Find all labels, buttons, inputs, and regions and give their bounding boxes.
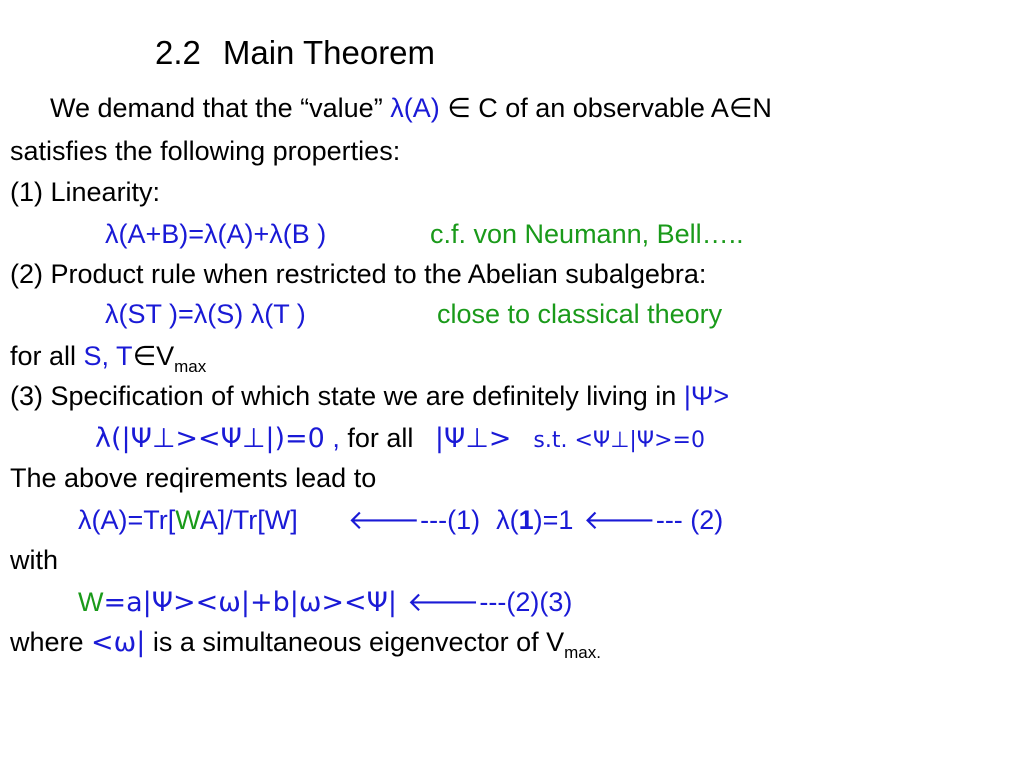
property-2-heading: (2) Product rule when restricted to the Abelian subalgebra: <box>10 259 707 289</box>
property-3-heading <box>10 380 729 412</box>
such-that-condition: s.t. <Ψ⊥|Ψ>=0 <box>533 428 705 453</box>
w-formula-line <box>78 586 572 619</box>
intro-text-mid: ∈ C of an observable A∈N <box>439 93 772 123</box>
intro-line-2: satisfies the following properties: <box>10 136 401 166</box>
w-symbol: W <box>78 587 104 617</box>
trace-formula-line <box>78 504 723 536</box>
title-text: Main Theorem <box>222 34 436 71</box>
specification-formula-line <box>95 422 705 457</box>
forall-variables: S, T <box>83 341 133 371</box>
product-rule-formula: λ(ST )=λ(S) λ(T ) <box>105 299 306 329</box>
forall-prefix: for all <box>10 341 84 371</box>
lambda-a: λ(A) <box>390 93 440 123</box>
where-subscript: max. <box>564 643 601 662</box>
reference-arrow-3: 🡐---(2)(3) <box>407 587 573 617</box>
state-ket: |Ψ> <box>683 381 730 411</box>
linearity-formula: λ(A+B)=λ(A)+λ(B ) <box>105 219 327 249</box>
with-label: with <box>10 545 59 575</box>
reference-arrow-2: 🡐--- (2) <box>583 505 724 535</box>
intro-line-1 <box>50 92 772 124</box>
forall-condition <box>10 340 206 383</box>
slide-title <box>155 34 435 72</box>
forall-text: for all <box>339 423 421 453</box>
lambda-one-pre: λ( <box>496 505 519 535</box>
forall-set: ∈V <box>132 341 175 371</box>
where-suffix: is a simultaneous eigenvector of V <box>145 627 565 657</box>
lambda-one-post: )=1 <box>533 505 574 535</box>
perp-ket: |Ψ⊥> <box>434 423 512 454</box>
linearity-note: c.f. von Neumann, Bell….. <box>430 219 744 249</box>
trace-formula-w: W <box>175 505 200 535</box>
product-rule-note: close to classical theory <box>437 299 723 329</box>
property-3-text: (3) Specification of which state we are definitely living in <box>10 381 684 411</box>
w-formula: =a|Ψ><ω|+b|ω><Ψ| <box>103 587 398 618</box>
identity-operator: 1 <box>518 505 534 535</box>
omega-bra: <ω| <box>91 627 146 658</box>
intro-text: We demand that the “value” <box>50 93 391 123</box>
specification-formula: λ(|Ψ⊥><Ψ⊥|)=0 <box>95 423 325 454</box>
section-number: 2.2 <box>155 34 201 71</box>
forall-subscript: max <box>174 357 207 376</box>
result-lead: The above reqirements lead to <box>10 463 377 493</box>
where-line <box>10 626 601 669</box>
reference-arrow-1: 🡐---(1) <box>347 505 481 535</box>
trace-formula-pre: λ(A)=Tr[ <box>78 505 176 535</box>
comma: , <box>324 423 340 453</box>
trace-formula-post: A]/Tr[W] <box>199 505 298 535</box>
where-prefix: where <box>10 627 92 657</box>
property-1-heading: (1) Linearity: <box>10 177 161 207</box>
